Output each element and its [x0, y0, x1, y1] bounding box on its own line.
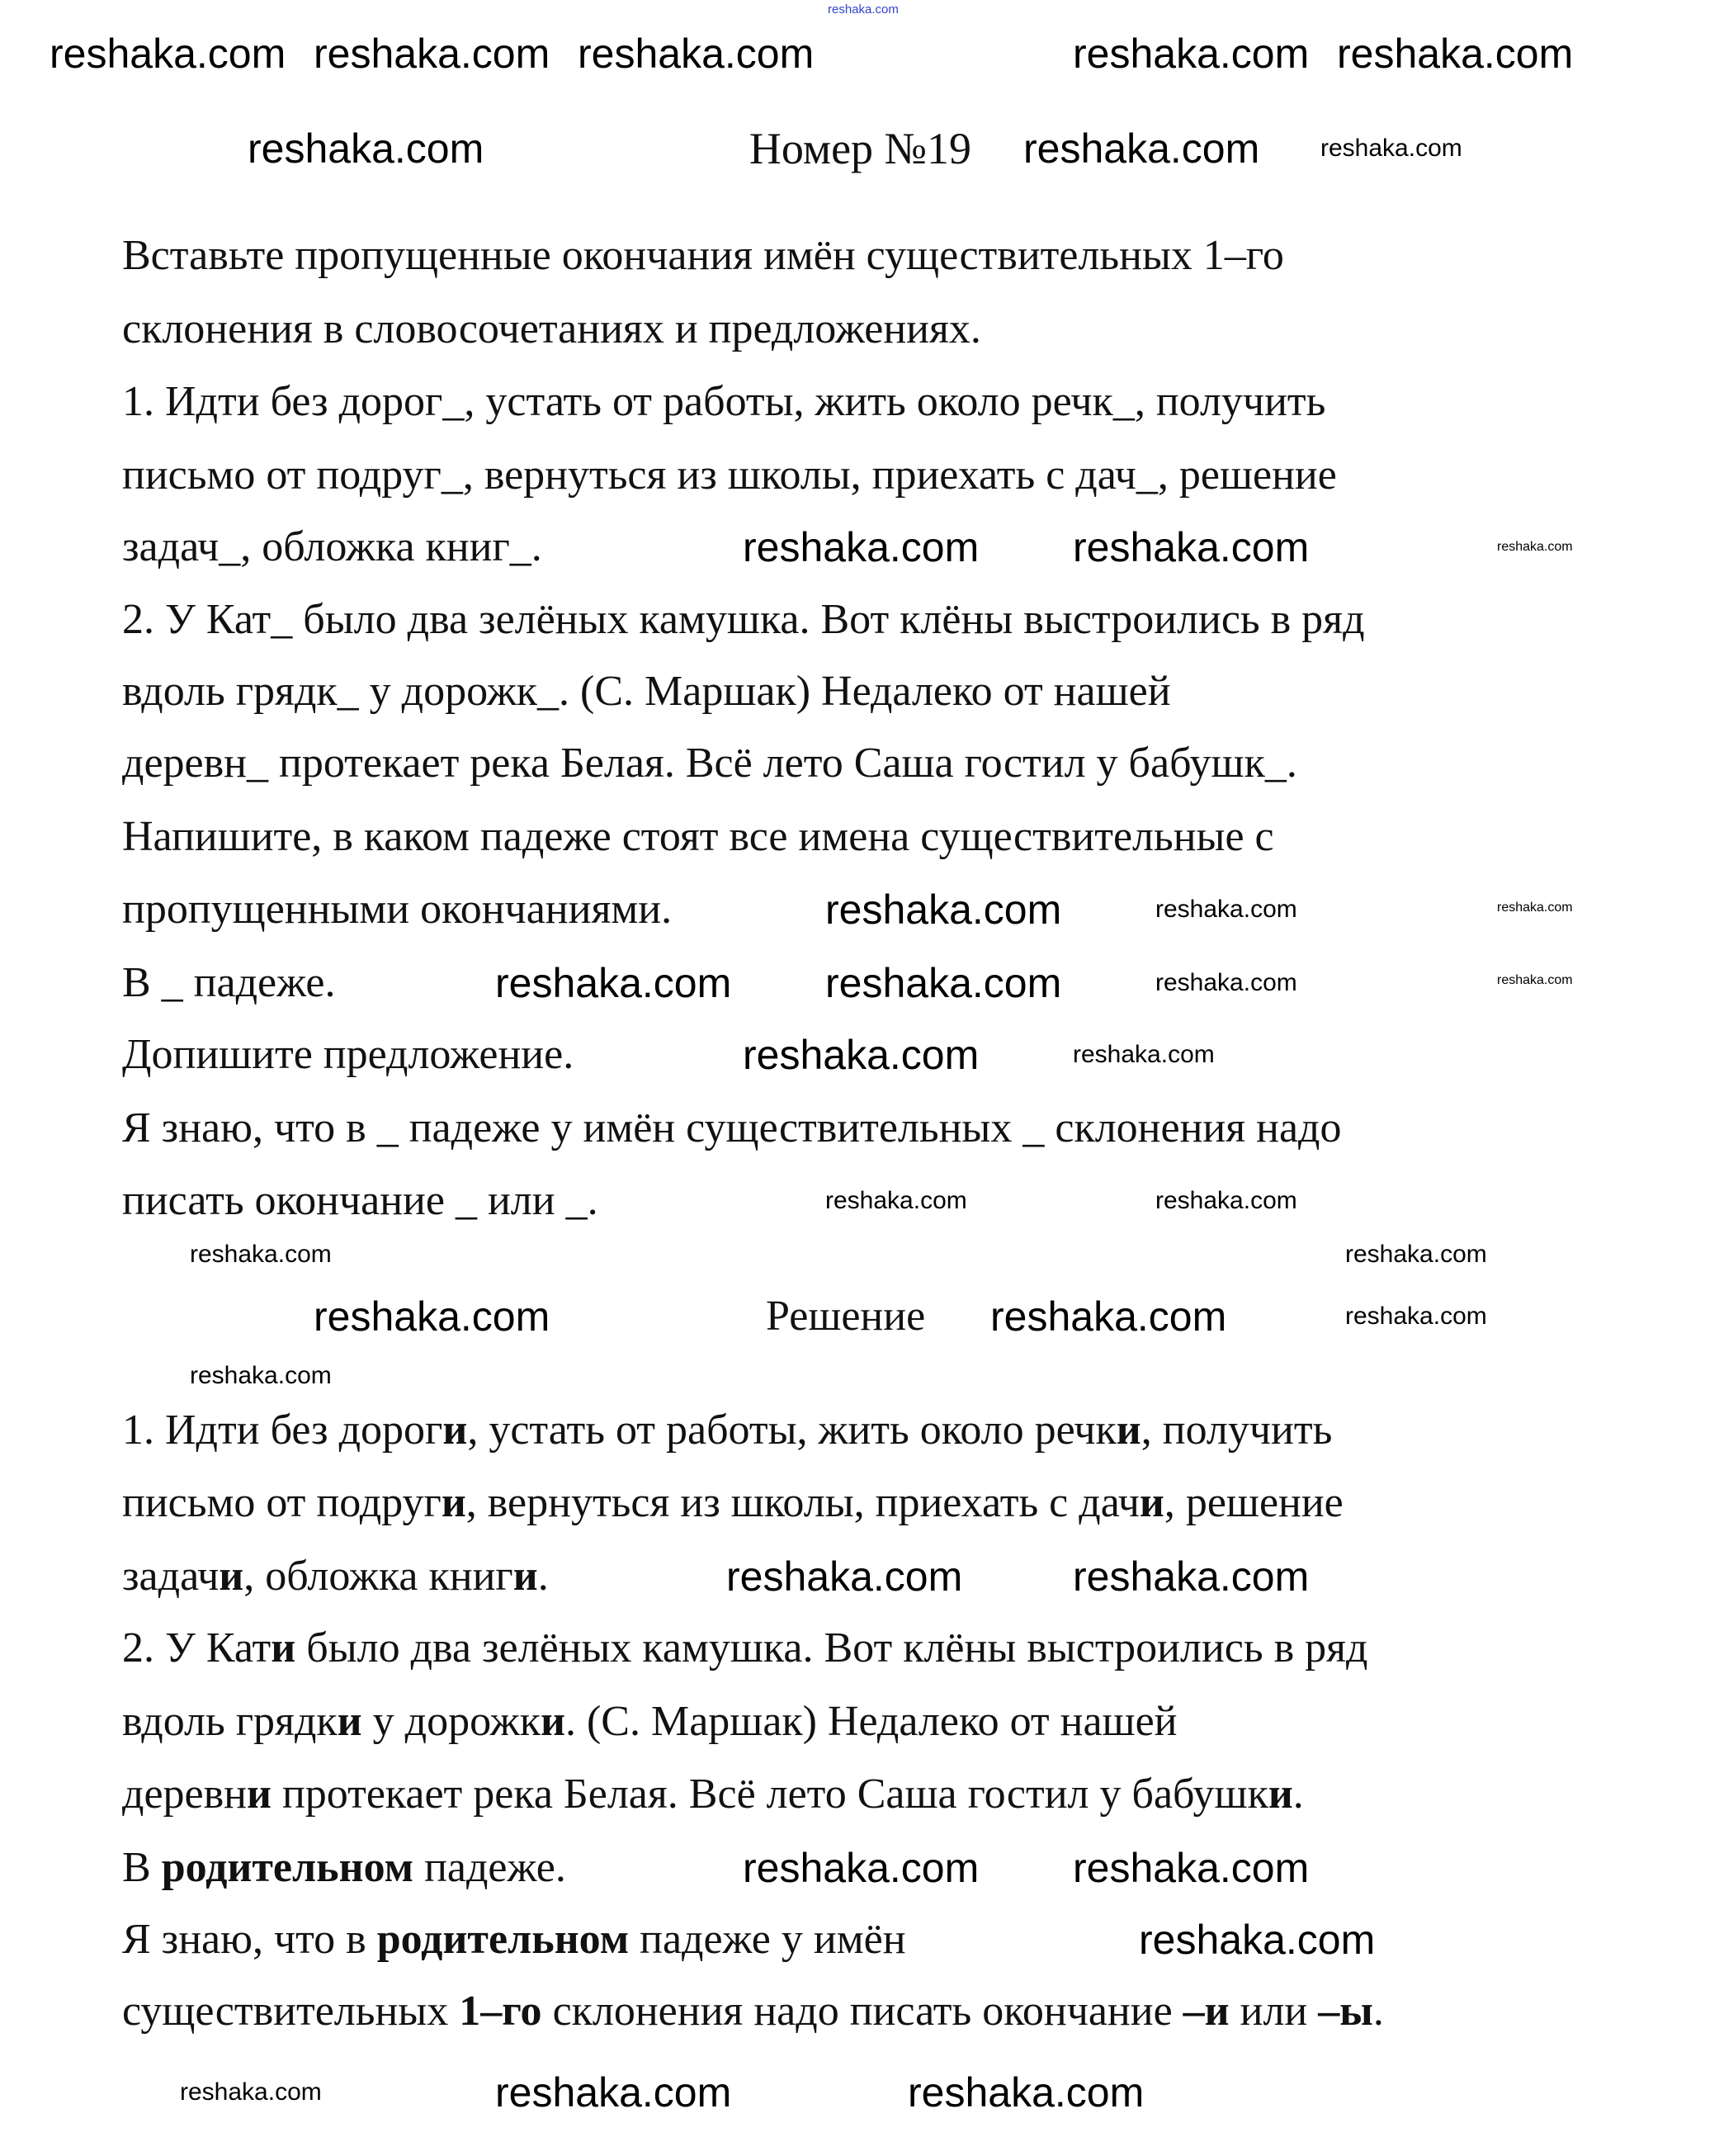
title-text: Номер №19 — [749, 124, 972, 173]
text-segment: В — [122, 1844, 162, 1891]
watermark: reshaka.com — [1345, 1303, 1487, 1330]
solution-line — [122, 1913, 906, 1966]
watermark: reshaka.com — [1337, 31, 1574, 77]
text-segment: у дорожк — [361, 1698, 541, 1745]
task-line — [122, 1175, 598, 1227]
solution-line — [122, 1768, 1304, 1821]
text-segment: письмо от подруг — [122, 1479, 442, 1526]
answer-ending: и — [1116, 1407, 1141, 1454]
text-segment: 2. У Кат — [122, 1624, 272, 1671]
answer-ending: и — [541, 1698, 565, 1745]
watermark: reshaka.com — [1073, 31, 1310, 77]
text-segment: было два зелёных камушка. Вот клёны выстроились в ряд — [295, 1624, 1368, 1671]
text-segment: вдоль грядк — [122, 1698, 338, 1745]
watermark: reshaka.com — [1497, 973, 1573, 987]
text-segment: задач_, обложка книг_. — [122, 523, 542, 570]
task-line — [122, 665, 1171, 718]
text-segment: склонения в словосочетаниях и предложениях. — [122, 305, 981, 352]
solution-line — [122, 1985, 1384, 2038]
watermark: reshaka.com — [825, 887, 1062, 933]
text-segment: . — [1292, 1771, 1304, 1818]
text-segment: протекает река Белая. Всё лето Саша гостил у бабушк — [271, 1771, 1268, 1818]
solution-line — [122, 1477, 1344, 1530]
watermark: reshaka.com — [314, 31, 550, 77]
solution-line — [122, 1695, 1177, 1748]
text-segment: 2. У Кат_ было два зелёных камушка. Вот клёны выстроились в ряд — [122, 596, 1365, 643]
text-segment: склонения надо писать окончание — [541, 1988, 1183, 2035]
watermark: reshaka.com — [743, 1845, 980, 1891]
watermark: reshaka.com — [1155, 969, 1297, 996]
answer-ending: и — [271, 1624, 296, 1671]
watermark: reshaka.com — [1139, 1917, 1376, 1963]
text-segment: писать окончание _ или _. — [122, 1177, 598, 1224]
text-segment: . — [1372, 1988, 1384, 2035]
watermark: reshaka.com — [314, 1293, 550, 1340]
watermark: reshaka.com — [1320, 135, 1462, 162]
watermark: reshaka.com — [743, 524, 980, 570]
task-line — [122, 229, 1284, 282]
answer-ending: и — [442, 1407, 468, 1454]
watermark: reshaka.com — [726, 1553, 963, 1600]
text-segment: , устать от работы, жить около речк — [467, 1407, 1117, 1454]
task-line — [122, 1102, 1342, 1155]
task-line — [122, 883, 672, 936]
text-segment: Допишите предложение. — [122, 1031, 574, 1078]
text-segment: В _ падеже. — [122, 959, 336, 1006]
watermark: reshaka.com — [1497, 540, 1573, 554]
watermark: reshaka.com — [180, 2078, 322, 2106]
watermark: reshaka.com — [50, 31, 286, 77]
text-segment: Напишите, в каком падеже стоят все имена существительные с — [122, 813, 1274, 860]
solution-line — [122, 1550, 549, 1603]
text-segment: , получить — [1140, 1407, 1333, 1454]
answer-ending: и — [247, 1771, 272, 1818]
answer-ending: и — [512, 1553, 538, 1600]
answer-ending: и — [1139, 1479, 1164, 1526]
task-line — [122, 449, 1337, 502]
watermark: reshaka.com — [190, 1362, 332, 1389]
watermark: reshaka.com — [908, 2069, 1145, 2116]
watermark: reshaka.com — [1155, 1187, 1297, 1214]
watermark: reshaka.com — [1155, 896, 1297, 923]
task-line — [122, 811, 1274, 863]
task-line — [122, 521, 542, 574]
task-line — [122, 593, 1365, 646]
answer-ending: –ы — [1318, 1988, 1373, 2035]
text-segment: Я знаю, что в — [122, 1916, 377, 1963]
watermark: reshaka.com — [825, 1187, 967, 1214]
text-segment: 1. Идти без дорог_, устать от работы, жить около речк_, получить — [122, 378, 1326, 425]
watermark: reshaka.com — [495, 960, 732, 1006]
answer-ending: и — [441, 1479, 466, 1526]
watermark: reshaka.com — [1073, 1553, 1310, 1600]
text-segment: или — [1229, 1988, 1319, 2035]
text-segment: , вернуться из школы, приехать с дач — [465, 1479, 1140, 1526]
watermark: reshaka.com — [1345, 1241, 1487, 1268]
text-segment: письмо от подруг_, вернуться из школы, приехать с дач_, решение — [122, 452, 1337, 499]
text-segment: деревн_ протекает река Белая. Всё лето Саша гостил у бабушк_. — [122, 740, 1297, 787]
answer-ending: и — [1268, 1771, 1293, 1818]
text-segment: вдоль грядк_ у дорожк_. (С. Маршак) Недалеко от нашей — [122, 668, 1171, 715]
watermark: reshaka.com — [1073, 1041, 1215, 1068]
watermark: reshaka.com — [1023, 125, 1260, 172]
watermark: reshaka.com — [248, 125, 484, 172]
watermark: reshaka.com — [1497, 901, 1573, 915]
text-segment: задач — [122, 1553, 220, 1600]
solution-line — [122, 1842, 566, 1894]
text-segment: Вставьте пропущенные окончания имён существительных 1–го — [122, 232, 1284, 279]
answer-ending: 1–го — [459, 1988, 542, 2035]
answer-ending: родительном — [376, 1916, 630, 1963]
watermark: reshaka.com — [990, 1293, 1227, 1340]
solution-line — [122, 1404, 1332, 1457]
watermark: reshaka.com — [578, 31, 815, 77]
text-segment: 1. Идти без дорог — [122, 1407, 443, 1454]
task-line — [122, 1028, 574, 1081]
answer-ending: и — [219, 1553, 244, 1600]
solution-heading: Решение — [766, 1293, 926, 1340]
text-segment: , обложка книг — [243, 1553, 513, 1600]
watermark: reshaka.com — [825, 960, 1062, 1006]
watermark: reshaka.com — [190, 1241, 332, 1268]
answer-ending: –и — [1183, 1988, 1230, 2035]
watermark: reshaka.com — [1073, 1845, 1310, 1891]
answer-ending: и — [337, 1698, 362, 1745]
answer-ending: родительном — [161, 1844, 414, 1891]
watermark: reshaka.com — [828, 2, 899, 17]
text-segment: падеже. — [413, 1844, 566, 1891]
text-segment: существительных — [122, 1988, 460, 2035]
text-segment: Я знаю, что в _ падеже у имён существительных _ склонения надо — [122, 1104, 1342, 1151]
task-line — [122, 376, 1325, 428]
text-segment: . (С. Маршак) Недалеко от нашей — [564, 1698, 1178, 1745]
task-line — [122, 957, 335, 1009]
text-segment: деревн — [122, 1771, 247, 1818]
text-segment: падеже у имён — [629, 1916, 906, 1963]
text-segment: , решение — [1164, 1479, 1344, 1526]
solution-line — [122, 1622, 1368, 1675]
task-line — [122, 737, 1297, 790]
watermark: reshaka.com — [495, 2069, 732, 2116]
watermark: reshaka.com — [743, 1032, 980, 1078]
text-segment: . — [537, 1553, 549, 1600]
text-segment: пропущенными окончаниями. — [122, 886, 673, 933]
task-line — [122, 303, 981, 356]
watermark: reshaka.com — [1073, 524, 1310, 570]
